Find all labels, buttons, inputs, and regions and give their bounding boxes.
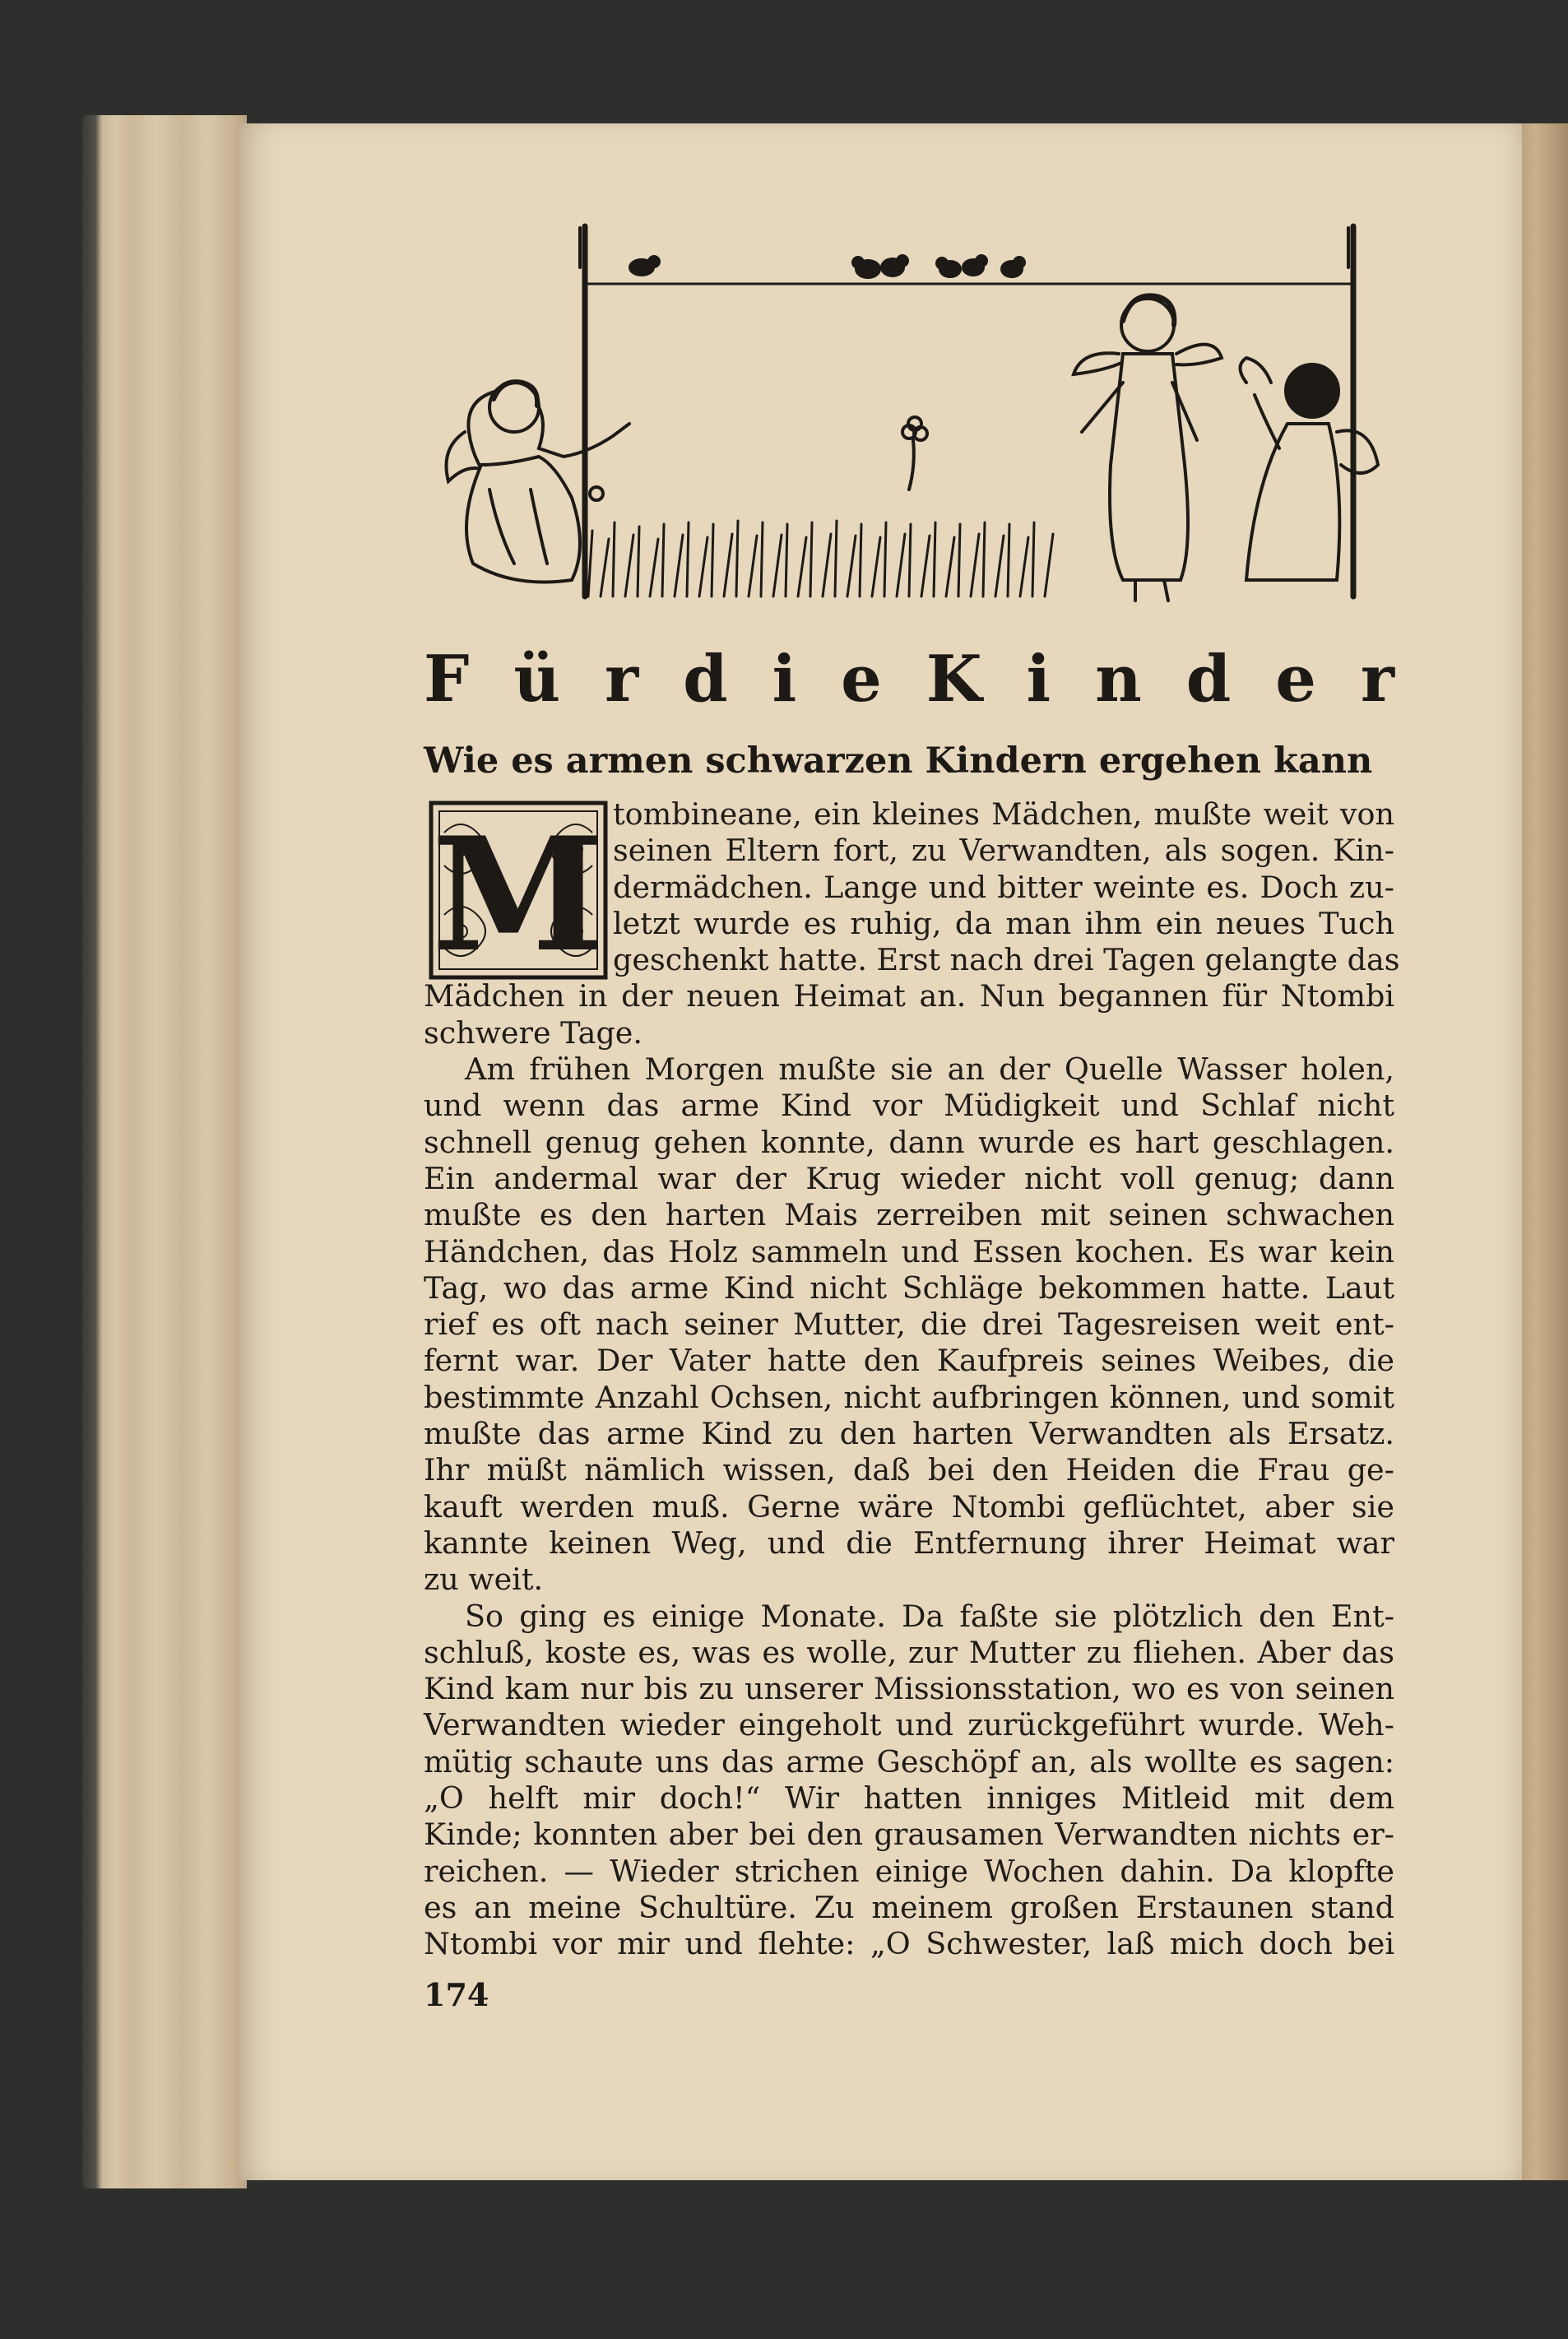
- text-line: mußte es den harten Mais zerreiben mit seinen schwachen: [424, 1197, 1394, 1233]
- text-line: Ntombi vor mir und flehte: „O Schwester, laß mich doch bei: [424, 1926, 1394, 1962]
- title-letter: e: [1275, 642, 1316, 717]
- dropcap-letter: M: [431, 803, 605, 981]
- article-body: [424, 796, 1400, 1963]
- text-line: Ein andermal war der Krug wieder nicht voll genug; dann: [424, 1160, 1394, 1196]
- title-letter: n: [1095, 642, 1142, 717]
- text-line: und wenn das arme Kind vor Müdigkeit und Schlaf nicht: [424, 1088, 1394, 1124]
- title-letter: e: [841, 642, 882, 717]
- title-letter: ü: [513, 642, 561, 717]
- text-line: „O helft mir doch!“ Wir hatten inniges Mitleid mit dem: [424, 1780, 1394, 1817]
- text-line: geschenkt hatte. Erst nach drei Tagen gelangte das: [613, 942, 1400, 978]
- text-line: schwere Tage.: [424, 1014, 643, 1051]
- title-letter: i: [1026, 642, 1051, 717]
- text-line: Verwandten wieder eingeholt und zurückgeführt wurde. Weh-: [424, 1707, 1394, 1743]
- article-subtitle: Wie es armen schwarzen Kindern ergehen kann: [424, 740, 1373, 782]
- text-line: Ihr müßt nämlich wissen, daß bei den Heiden die Frau ge-: [424, 1452, 1394, 1488]
- text-line: Am frühen Morgen mußte sie an der Quelle Wasser holen,: [465, 1051, 1394, 1088]
- text-line: Händchen, das Holz sammeln und Essen kochen. Es war kein: [424, 1233, 1394, 1269]
- text-line: seinen Eltern fort, zu Verwandten, als sogen. Kin-: [613, 833, 1394, 869]
- page-title: [424, 642, 1394, 717]
- title-letter: F: [424, 642, 470, 717]
- text-line: schluß, koste es, was es wolle, zur Mutter zu fliehen. Aber das: [424, 1634, 1394, 1670]
- title-letter: d: [1185, 642, 1232, 717]
- title-letter: r: [1360, 642, 1394, 717]
- title-letter: r: [605, 642, 639, 717]
- title-letter: d: [683, 642, 728, 717]
- page-number: 174: [424, 1976, 489, 2013]
- text-line: tombineane, ein kleines Mädchen, mußte weit von: [613, 796, 1394, 832]
- text-line: Tag, wo das arme Kind nicht Schläge bekommen hatte. Laut: [424, 1269, 1394, 1306]
- text-line: So ging es einige Monate. Da faßte sie plötzlich den Ent-: [465, 1598, 1394, 1634]
- title-letter: K: [925, 642, 982, 717]
- text-line: es an meine Schultüre. Zu meinem großen Erstaunen stand: [424, 1889, 1394, 1925]
- text-line: mütig schaute uns das arme Geschöpf an, als wollte es sagen:: [424, 1743, 1394, 1780]
- text-line: zu weit.: [424, 1562, 544, 1598]
- text-line: fernt war. Der Vater hatte den Kaufpreis seines Weibes, die: [424, 1343, 1394, 1379]
- text-line: bestimmte Anzahl Ochsen, nicht aufbringen können, und somit: [424, 1379, 1394, 1415]
- text-line: mußte das arme Kind zu den harten Verwandten als Ersatz.: [424, 1416, 1394, 1452]
- text-line: dermädchen. Lange und bitter weinte es. Doch zu-: [613, 869, 1394, 905]
- text-line: Mädchen in der neuen Heimat an. Nun begannen für Ntombi: [424, 978, 1394, 1014]
- text-line: rief es oft nach seiner Mutter, die drei Tagesreisen weit ent-: [424, 1306, 1394, 1343]
- text-line: schnell genug gehen konnte, dann wurde es hart geschlagen.: [424, 1124, 1394, 1160]
- children-angels-illustration: [424, 218, 1394, 613]
- book-page-edges: [82, 115, 247, 2188]
- text-line: kannte keinen Weg, und die Entfernung ihrer Heimat war: [424, 1525, 1394, 1561]
- text-line: Kinde; konnten aber bei den grausamen Verwandten nichts er-: [424, 1817, 1394, 1853]
- text-line: reichen. — Wieder strichen einige Wochen dahin. Da klopfte: [424, 1853, 1394, 1889]
- title-letter: i: [772, 642, 797, 717]
- text-line: Kind kam nur bis zu unserer Missionsstation, wo es von seinen: [424, 1671, 1394, 1707]
- text-line: kauft werden muß. Gerne wäre Ntombi geflüchtet, aber sie: [424, 1488, 1394, 1525]
- text-line: letzt wurde es ruhig, da man ihm ein neues Tuch: [613, 905, 1394, 941]
